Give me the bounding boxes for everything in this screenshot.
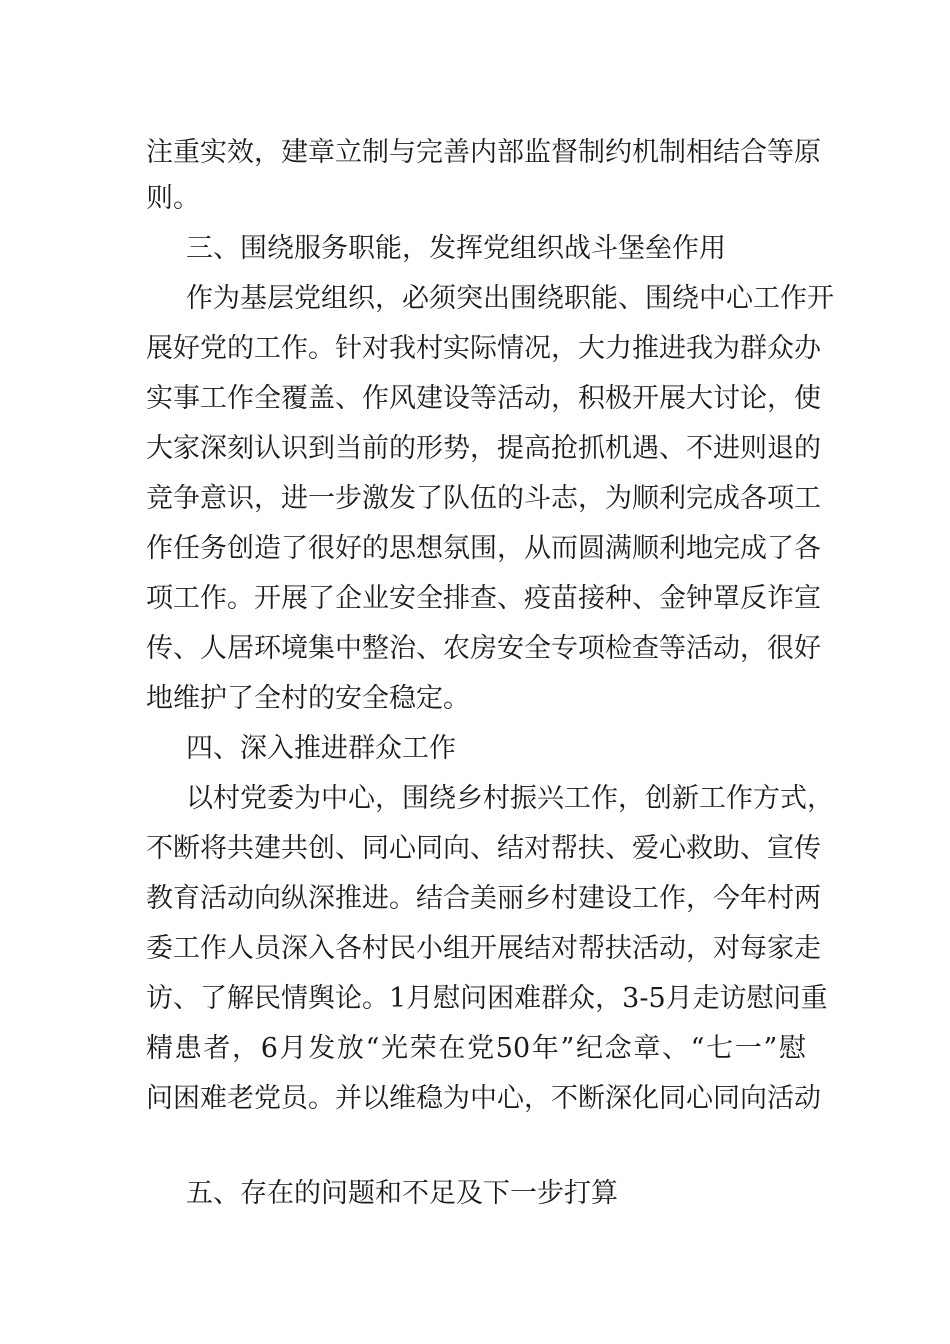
paragraph-line: 委工作人员深入各村民小组开展结对帮扶活动，对每家走: [146, 933, 821, 964]
paragraph-line: 不断将共建共创、同心同向、结对帮扶、爱心救助、宣传: [146, 833, 821, 864]
paragraph-line: 注重实效，建章立制与完善内部监督制约机制相结合等原: [146, 137, 821, 168]
paragraph-line: 项工作。开展了企业安全排查、疫苗接种、金钟罩反诈宣: [146, 583, 821, 614]
paragraph-line: 大家深刻认识到当前的形势，提高抢抓机遇、不进则退的: [146, 433, 821, 464]
paragraph-line: 教育活动向纵深推进。结合美丽乡村建设工作，今年村两: [146, 883, 821, 914]
paragraph-line: 问困难老党员。并以维稳为中心，不断深化同心同向活动: [146, 1083, 821, 1114]
section-heading: 三、围绕服务职能，发挥党组织战斗堡垒作用: [186, 233, 726, 264]
paragraph-line: 传、人居环境集中整治、农房安全专项检查等活动，很好: [146, 633, 821, 664]
paragraph-line: 则。: [146, 183, 200, 214]
paragraph-line: 作任务创造了很好的思想氛围，从而圆满顺利地完成了各: [146, 533, 821, 564]
paragraph-line: 作为基层党组织，必须突出围绕职能、围绕中心工作开: [186, 283, 834, 314]
paragraph-line: 实事工作全覆盖、作风建设等活动，积极开展大讨论，使: [146, 383, 821, 414]
paragraph-line: 地维护了全村的安全稳定。: [146, 683, 470, 714]
paragraph-line: 竞争意识，进一步激发了队伍的斗志，为顺利完成各项工: [146, 483, 821, 514]
paragraph-line: 以村党委为中心，围绕乡村振兴工作，创新工作方式，: [186, 783, 834, 814]
paragraph-line: 展好党的工作。针对我村实际情况，大力推进我为群众办: [146, 333, 821, 364]
section-heading: 五、存在的问题和不足及下一步打算: [186, 1178, 618, 1209]
paragraph-line: 访、了解民情舆论。1月慰问困难群众，3-5月走访慰问重: [146, 983, 828, 1014]
section-heading: 四、深入推进群众工作: [186, 733, 456, 764]
paragraph-line: 精患者，6月发放“光荣在党50年”纪念章、“七一”慰: [146, 1033, 806, 1064]
